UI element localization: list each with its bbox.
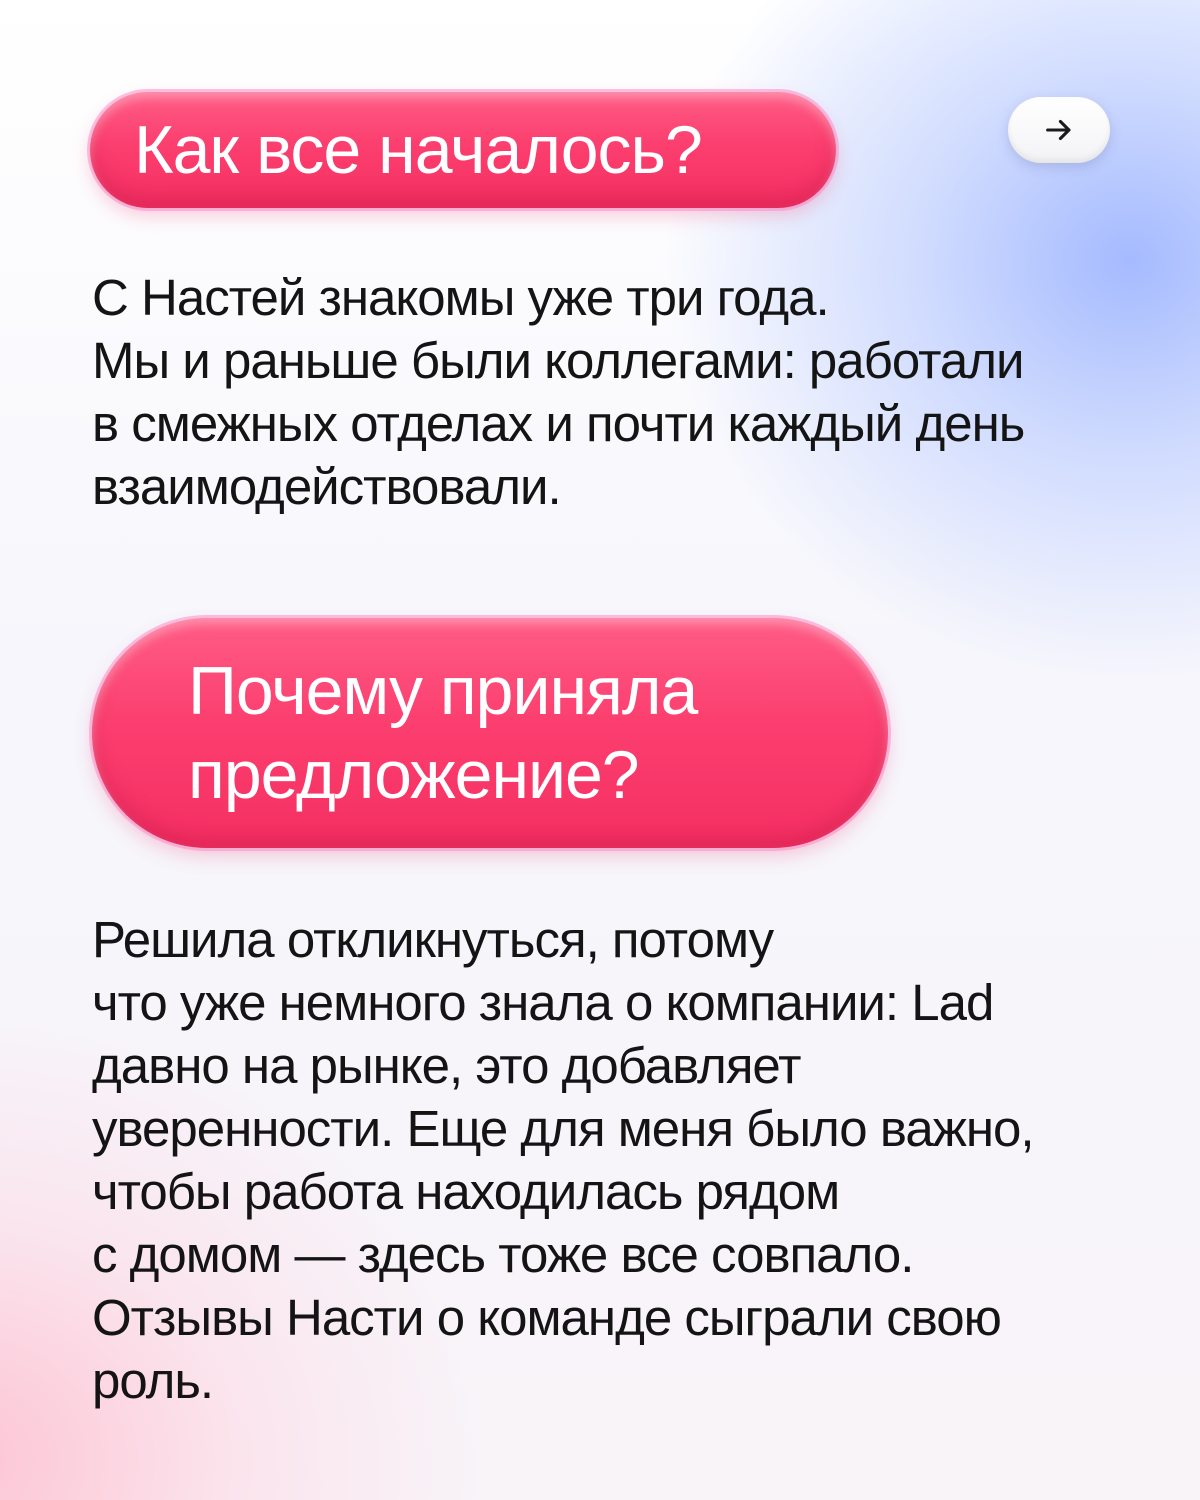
paragraph-line: что уже немного знала о компании: Lad: [92, 974, 994, 1031]
paragraph-why-accepted: [92, 908, 1034, 1412]
paragraph-line: С Настей знакомы уже три года.: [92, 269, 829, 326]
paragraph-line: Решила откликнуться, потому: [92, 911, 774, 968]
heading-pill-why-accepted: [92, 618, 888, 848]
heading-why-accepted: [188, 649, 697, 817]
paragraph-line: взаимодействовали.: [92, 458, 561, 515]
paragraph-line: чтобы работа находилась рядом: [92, 1163, 840, 1220]
paragraph-how-it-started: [92, 266, 1024, 518]
paragraph-line: уверенности. Еще для меня было важно,: [92, 1100, 1034, 1157]
heading-how-it-started: Как все началось?: [134, 112, 702, 188]
heading-pill-how-it-started: [90, 92, 836, 208]
paragraph-line: Отзывы Насти о команде сыграли свою: [92, 1289, 1001, 1346]
next-slide-button[interactable]: [1008, 97, 1110, 163]
paragraph-line: с домом — здесь тоже все совпало.: [92, 1226, 914, 1283]
paragraph-line: роль.: [92, 1352, 214, 1409]
paragraph-line: в смежных отделах и почти каждый день: [92, 395, 1025, 452]
paragraph-line: Мы и раньше были коллегами: работали: [92, 332, 1024, 389]
heading-line: предложение?: [188, 737, 639, 813]
paragraph-line: давно на рынке, это добавляет: [92, 1037, 801, 1094]
arrow-right-icon: [1042, 113, 1076, 147]
heading-line: Почему приняла: [188, 653, 698, 729]
